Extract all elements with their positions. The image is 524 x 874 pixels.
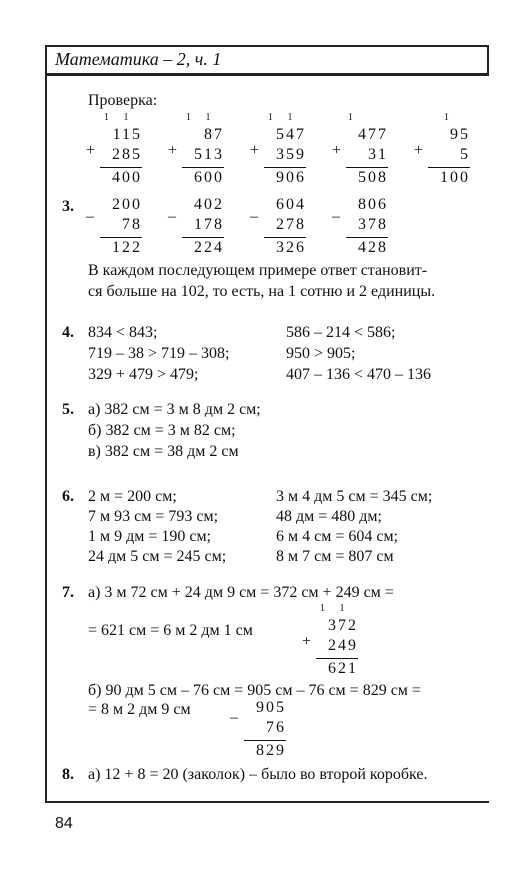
operand-b: 359 <box>276 146 306 163</box>
check-problem-3 <box>250 112 306 189</box>
sum-line <box>100 167 142 168</box>
operand-b: 249 <box>328 637 358 654</box>
operand-a: 477 <box>358 126 388 143</box>
exercise-8-number: 8. <box>62 766 74 783</box>
page-header-title: Математика – 2, ч. 1 <box>55 49 222 69</box>
operator-sign: + <box>250 142 262 159</box>
difference-line <box>100 237 142 238</box>
exercise-3-number: 3. <box>62 198 74 215</box>
result: 600 <box>194 169 224 186</box>
exercise-6-number: 6. <box>62 488 74 505</box>
operand-a: 905 <box>256 699 286 716</box>
difference-line <box>346 237 388 238</box>
ex7-line-a1: а) 3 м 72 см + 24 дм 9 см = 372 см + 249 см = <box>88 584 394 601</box>
ex3-problem-1 <box>86 196 142 259</box>
sum-line <box>264 167 306 168</box>
carry-digits: 1 1 <box>104 112 135 123</box>
exercise-4-number: 4. <box>62 324 74 341</box>
difference-line <box>182 237 224 238</box>
sum-line <box>428 167 470 168</box>
operand-a: 87 <box>204 126 224 143</box>
operator-sign: + <box>414 142 426 159</box>
operator-sign: + <box>302 633 314 650</box>
check-problem-4 <box>332 112 388 189</box>
ex4-left-1: 834 < 843; <box>88 324 158 341</box>
result: 508 <box>358 169 388 186</box>
operand-a: 115 <box>112 126 142 143</box>
ex4-right-3: 407 – 136 < 470 – 136 <box>286 366 432 383</box>
check-label: Проверка: <box>88 92 158 109</box>
ex6-left-4: 24 дм 5 см = 245 см; <box>88 548 227 565</box>
operand-a: 372 <box>328 617 358 634</box>
result: 100 <box>440 169 470 186</box>
ex6-right-4: 8 м 7 см = 807 см <box>276 548 394 565</box>
ex4-right-2: 950 > 905; <box>286 345 356 362</box>
carry-digits: 1 <box>348 112 359 123</box>
operand-b: 78 <box>122 216 142 233</box>
check-problem-2 <box>168 112 224 189</box>
carry-digits: 1 1 <box>268 112 299 123</box>
result: 906 <box>276 169 306 186</box>
exercise-5-number: 5. <box>62 401 74 418</box>
operator-sign: – <box>86 208 96 225</box>
carry-digits: 1 <box>444 112 455 123</box>
operand-b: 5 <box>460 146 470 163</box>
result: 224 <box>194 239 224 256</box>
operand-a: 95 <box>450 126 470 143</box>
difference-line <box>244 740 286 741</box>
ex3-problem-2 <box>168 196 224 259</box>
ex5-line-b: б) 382 см = 3 м 82 см; <box>88 422 236 439</box>
operand-b: 285 <box>112 146 142 163</box>
operand-a: 547 <box>276 126 306 143</box>
ex7-calc-a <box>302 603 358 680</box>
ex6-right-3: 6 м 4 см = 604 см; <box>276 528 399 545</box>
carry-digits: 1 1 <box>320 603 351 614</box>
operand-b: 76 <box>266 719 286 736</box>
ex6-left-3: 1 м 9 дм = 190 см; <box>88 528 212 545</box>
operand-b: 278 <box>276 216 306 233</box>
operand-a: 604 <box>276 196 306 213</box>
sum-line <box>182 167 224 168</box>
operator-sign: – <box>168 208 178 225</box>
ex3-problem-3 <box>250 196 306 259</box>
ex3-problem-4 <box>332 196 388 259</box>
operator-sign: + <box>86 142 98 159</box>
sum-line <box>346 167 388 168</box>
page-number: 84 <box>55 815 73 832</box>
ex6-left-1: 2 м = 200 см; <box>88 488 177 505</box>
ex6-right-1: 3 м 4 дм 5 см = 345 см; <box>276 488 433 505</box>
difference-line <box>264 237 306 238</box>
check-problem-1 <box>86 112 142 189</box>
operator-sign: + <box>168 142 180 159</box>
result: 122 <box>112 239 142 256</box>
operand-a: 200 <box>112 196 142 213</box>
frame-left-border <box>45 71 47 803</box>
ex3-explanation-line-2: ся больше на 102, то есть, на 1 сотню и 2 единицы. <box>88 283 436 300</box>
ex8-line-a: а) 12 + 8 = 20 (заколок) – было во второй коробке. <box>88 766 428 783</box>
check-problem-5 <box>414 112 470 189</box>
ex7-line-b2: = 8 м 2 дм 9 см <box>88 701 191 718</box>
ex4-left-3: 329 + 479 > 479; <box>88 366 199 383</box>
result: 829 <box>256 742 286 759</box>
frame-bottom-border <box>45 801 489 803</box>
result: 326 <box>276 239 306 256</box>
page-header <box>45 45 489 76</box>
ex7-line-b1: б) 90 дм 5 см – 76 см = 905 см – 76 см = 829 см = <box>88 682 421 699</box>
ex7-calc-b <box>230 699 286 762</box>
ex5-line-c: в) 382 см = 38 дм 2 см <box>88 443 239 460</box>
operand-b: 178 <box>194 216 224 233</box>
operator-sign: – <box>230 709 240 726</box>
operand-b: 513 <box>194 146 224 163</box>
carry-digits: 1 1 <box>186 112 217 123</box>
ex4-left-2: 719 – 38 > 719 – 308; <box>88 345 230 362</box>
operand-b: 31 <box>368 146 388 163</box>
ex3-explanation-line-1: В каждом последующем примере ответ становит- <box>88 262 428 279</box>
exercise-7-number: 7. <box>62 584 74 601</box>
operator-sign: – <box>250 208 260 225</box>
operator-sign: + <box>332 142 344 159</box>
ex5-line-a: а) 382 см = 3 м 8 дм 2 см; <box>88 401 261 418</box>
ex6-left-2: 7 м 93 см = 793 см; <box>88 508 219 525</box>
result: 400 <box>112 169 142 186</box>
result: 428 <box>358 239 388 256</box>
result: 621 <box>328 660 358 677</box>
operator-sign: – <box>332 208 342 225</box>
operand-a: 402 <box>194 196 224 213</box>
ex7-line-a2: = 621 см = 6 м 2 дм 1 см <box>88 622 253 639</box>
operand-a: 806 <box>358 196 388 213</box>
sum-line <box>316 658 358 659</box>
ex4-right-1: 586 – 214 < 586; <box>286 324 396 341</box>
operand-b: 378 <box>358 216 388 233</box>
ex6-right-2: 48 дм = 480 дм; <box>276 508 382 525</box>
